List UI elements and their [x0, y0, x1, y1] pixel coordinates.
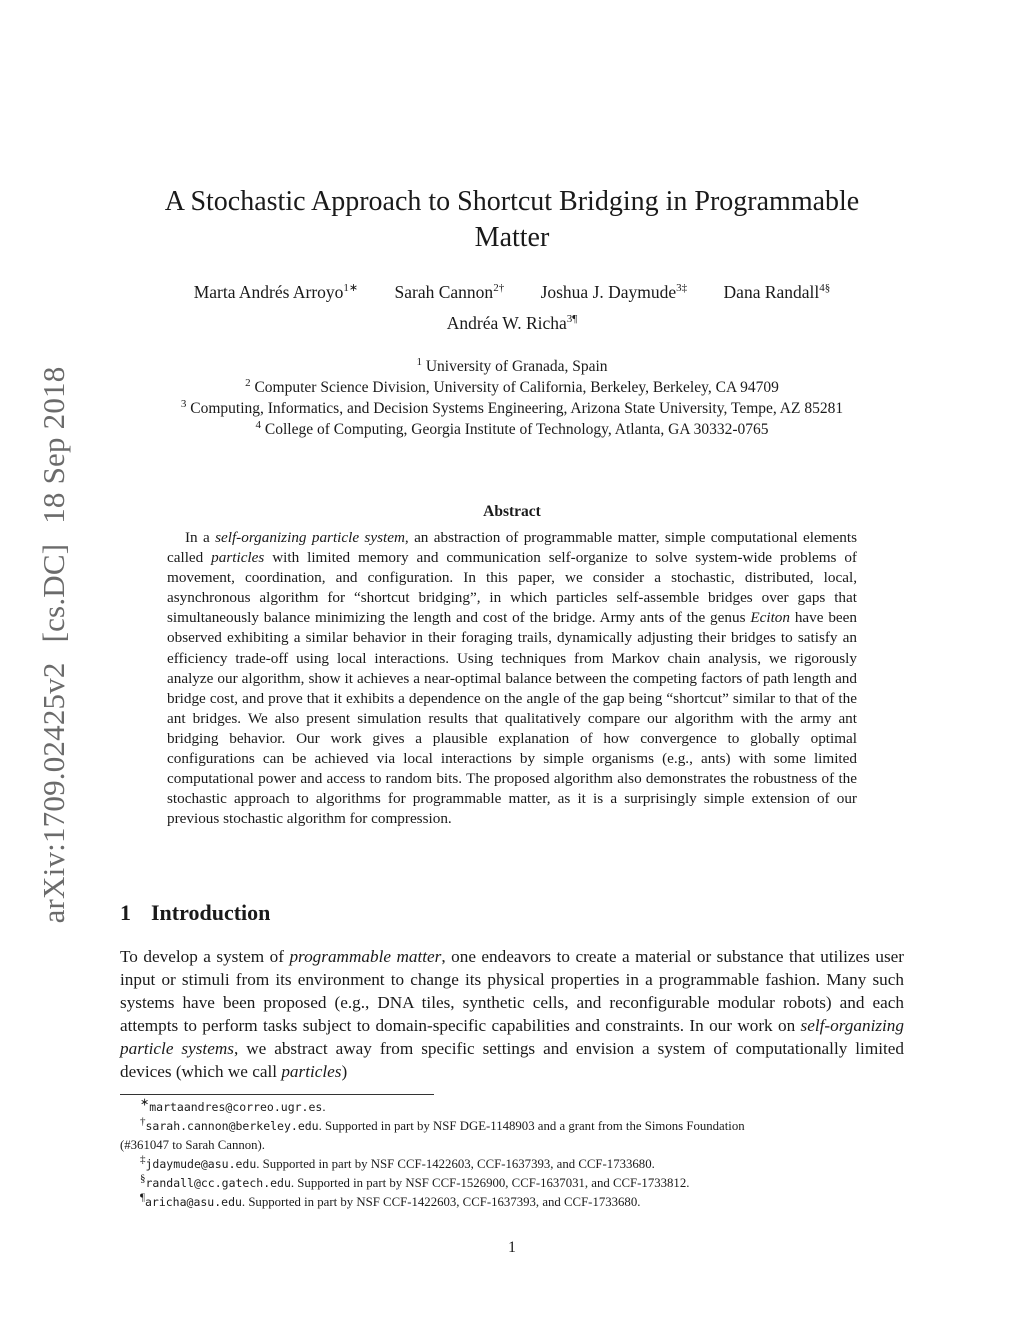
footnotes — [120, 1098, 904, 1212]
affiliation: $^2$ Computer Science Division, University of California, Berkeley, Berkeley, CA 94709 — [245, 376, 779, 396]
author: Dana Randall$^{4\S}$ — [723, 282, 831, 302]
affiliation: $^3$ Computing, Informatics, and Decision Systems Engineering, Arizona State University, Tempe, AZ 85281 — [180, 397, 844, 417]
author-row-2 — [120, 313, 904, 334]
arxiv-sidebar-stamp — [36, 361, 72, 930]
section-heading — [120, 900, 270, 926]
footnote-email: martaandres@correo.ugr.es — [149, 1100, 323, 1114]
footnote-email: sarah.cannon@berkeley.edu — [145, 1119, 319, 1133]
footnote-email: randall@cc.gatech.edu — [145, 1176, 291, 1190]
arxiv-category: [cs.DC] — [36, 543, 71, 643]
paper-title — [120, 184, 904, 256]
author: Andréa W. Richa$^{3\P}$ — [446, 313, 578, 333]
footnote: ∗martaandres@correo.ugr.es. — [140, 1096, 326, 1114]
section-title: Introduction — [151, 900, 271, 925]
footnote: †sarah.cannon@berkeley.edu. Supported in part by NSF DGE-1148903 and a grant from the Simons Foundation — [140, 1115, 745, 1133]
author: Sarah Cannon$^{2\dagger}$ — [394, 282, 505, 302]
footnote-email: aricha@asu.edu — [144, 1195, 242, 1209]
section-number: 1 — [120, 900, 131, 925]
affiliation: $^4$ College of Computing, Georgia Institute of Technology, Atlanta, GA 30332-0765 — [255, 418, 769, 438]
footnote: ¶aricha@asu.edu. Supported in part by NSF CCF-1422603, CCF-1637393, and CCF-1733680. — [140, 1191, 641, 1209]
abstract-heading: Abstract — [483, 503, 541, 520]
title-line-1: A Stochastic Approach to Shortcut Bridging in Programmable — [164, 186, 860, 217]
affiliations — [120, 356, 904, 440]
footnote-rule — [120, 1094, 434, 1095]
arxiv-id: arXiv:1709.02425v2 — [36, 662, 71, 924]
author: Marta Andrés Arroyo$^{1∗}$ — [193, 282, 359, 302]
title-line-2: Matter — [474, 222, 550, 253]
author-row-1 — [120, 282, 904, 303]
abstract-body: In a self-organizing particle system, an abstraction of programmable matter, simple computational elements called particles with limited memory and communication self-organize to solve system-wide problems of movement, coordination, and configuration. In this paper, we consider a stochastic, distributed, local, asynchronous algorithm for “shortcut bridging”, in which particles self-assemble bridges over gaps that simultaneously balance minimizing the length and cost of the bridge. Army ants of the genus Eciton have been observed exhibiting a similar behavior in their foraging trails, dynamically adjusting their bridges to satisfy an efficiency trade-off using local interactions. Using techniques from Markov chain analysis, we rigorously analyze our algorithm, show it achieves a near-optimal balance between the competing factors of path length and bridge cost, and prove that it exhibits a dependence on the angle of the gap being “shortcut” similar to that of the ant bridges. We also present simulation results that qualitatively compare our algorithm with the army ant bridging behavior. Our work gives a plausible explanation of how convergence to globally optimal configurations can be achieved via local interactions by simple organisms (e.g., ants) with some limited computational power and access to random bits. The proposed algorithm also demonstrates the robustness of the stochastic approach to algorithms for programmable matter, as it is a surprisingly simple extension of our previous stochastic algorithm for compression. — [167, 529, 857, 828]
affiliation: $^1$ University of Granada, Spain — [416, 355, 608, 375]
footnote: ‡jdaymude@asu.edu. Supported in part by NSF CCF-1422603, CCF-1637393, and CCF-1733680. — [140, 1153, 655, 1171]
page-number: 1 — [508, 1239, 516, 1256]
author: Joshua J. Daymude$^{3\ddagger}$ — [540, 282, 688, 302]
footnote: §randall@cc.gatech.edu. Supported in part by NSF CCF-1526900, CCF-1637031, and CCF-1733812. — [140, 1172, 690, 1190]
footnote-email: jdaymude@asu.edu — [145, 1157, 257, 1171]
intro-paragraph: To develop a system of programmable matter, one endeavors to create a material or substance that utilizes user input or stimuli from its environment to change its physical properties in a programmable fashion. Many such systems have been proposed (e.g., DNA tiles, synthetic cells, and reconfigurable modular robots) and each attempts to perform tasks subject to domain-specific capabilities and constraints. In our work on self-organizing particle systems, we abstract away from specific settings and envision a system of computationally limited devices (which we call particles) — [120, 947, 904, 1081]
footnote-continuation: (#361047 to Sarah Cannon). — [120, 1138, 266, 1152]
arxiv-date: 18 Sep 2018 — [36, 366, 71, 524]
